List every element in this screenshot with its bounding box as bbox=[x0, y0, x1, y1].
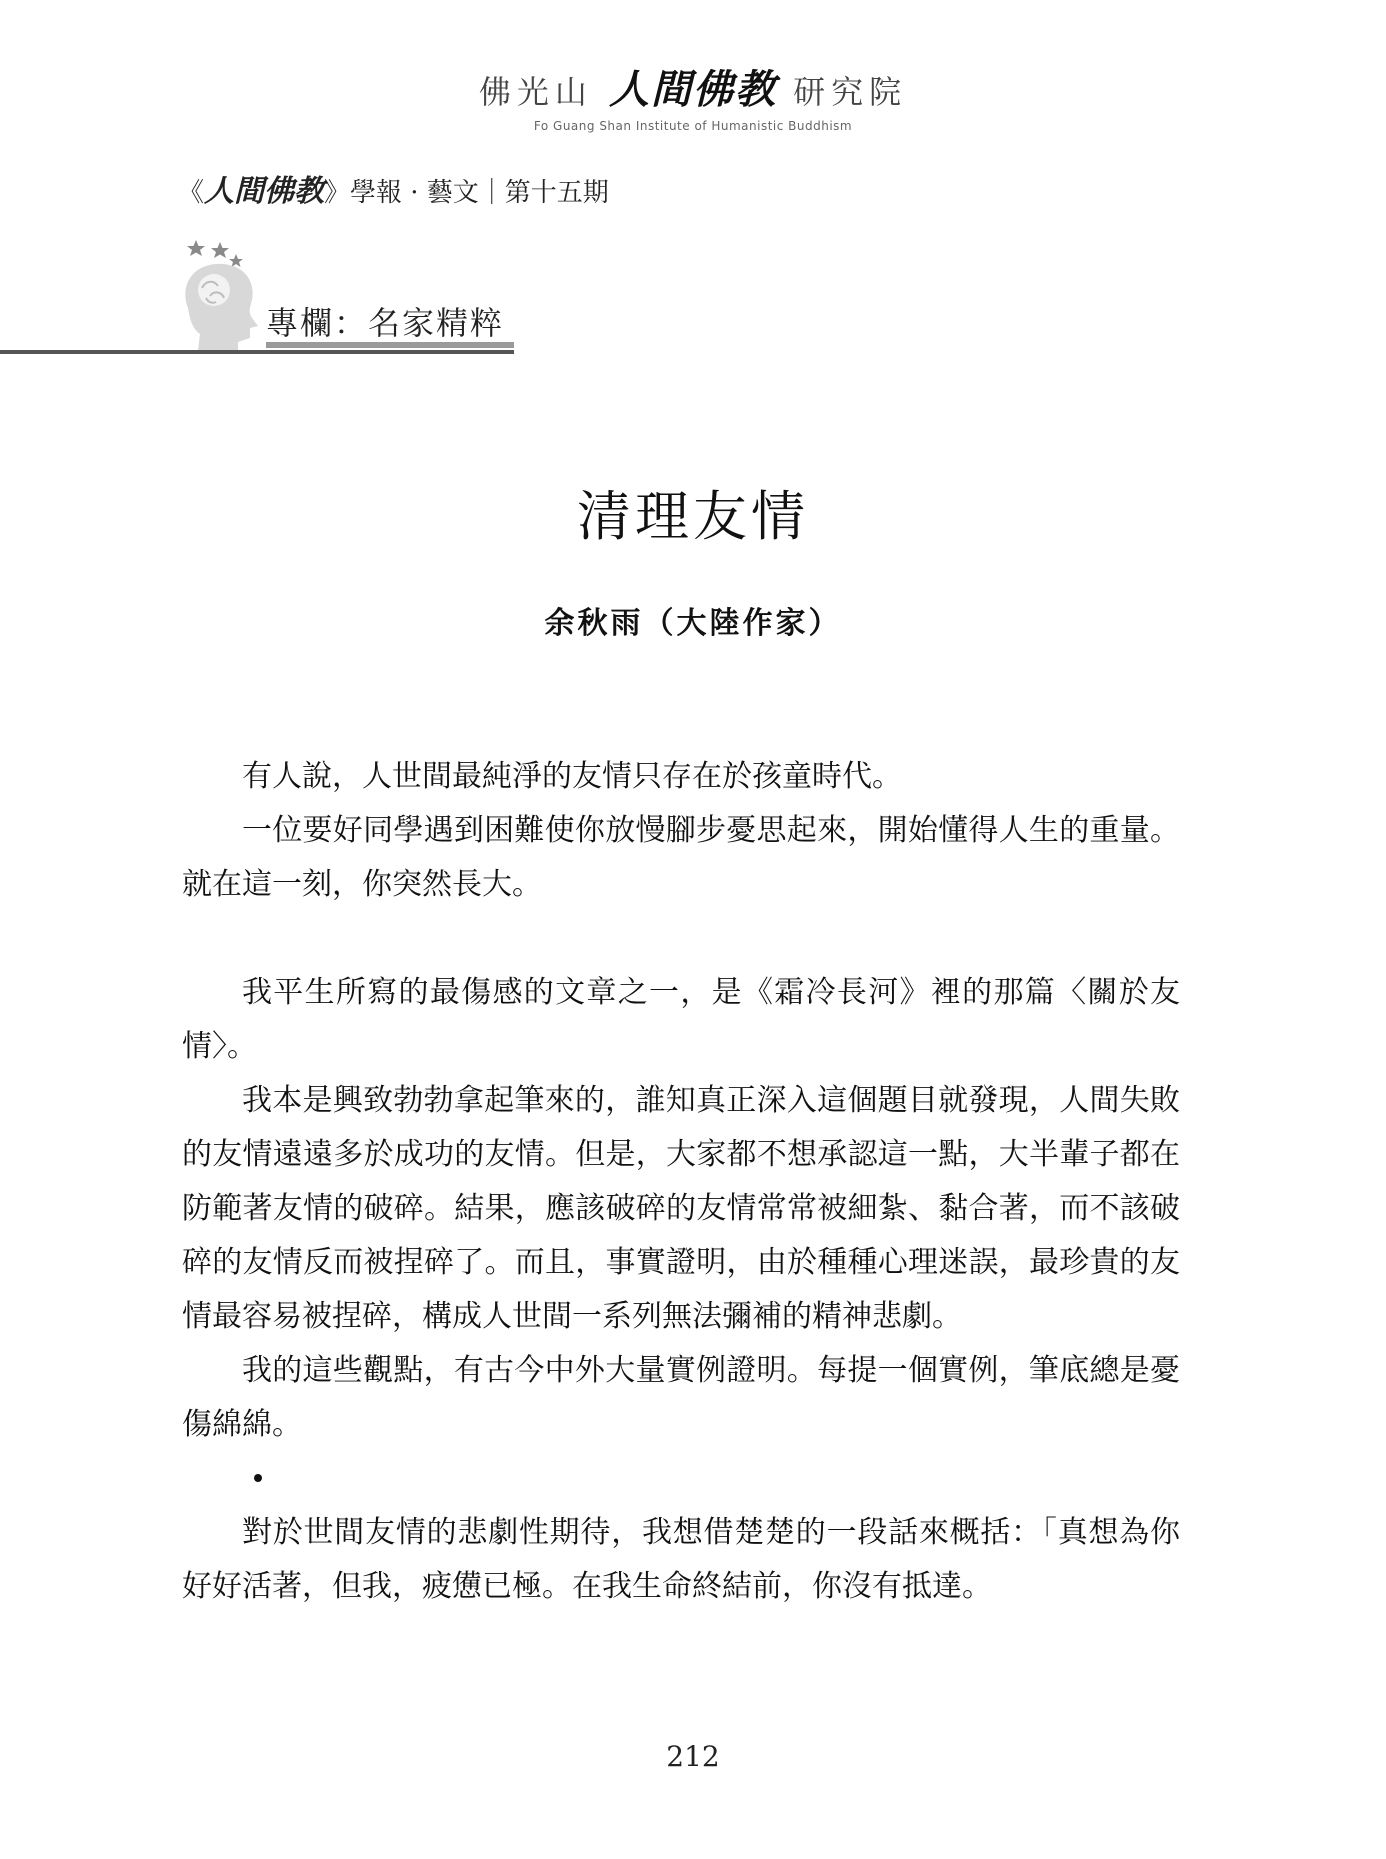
article-author: 余秋雨（大陸作家） bbox=[544, 606, 842, 641]
institute-english-name: Fo Guang Shan Institute of Humanistic Buddhism bbox=[533, 119, 853, 133]
institute-brand-logo: 人間佛教 bbox=[609, 66, 777, 113]
section-gap bbox=[182, 912, 1180, 966]
article-title: 清理友情 bbox=[577, 485, 809, 548]
paragraph: 對於世間友情的悲劇性期待，我想借楚楚的一段話來概括：「真想為你好好活著，但我，疲憊已極。在我生命終結前，你沒有抵達。 bbox=[182, 1515, 1180, 1604]
bullet-dot bbox=[254, 1474, 262, 1482]
article-body bbox=[182, 750, 1180, 1614]
paragraph: 我平生所寫的最傷感的文章之一，是《霜冷長河》裡的那篇〈關於友情〉。 bbox=[182, 975, 1180, 1064]
institute-name-prefix: 佛光山 bbox=[478, 73, 593, 111]
column-header bbox=[0, 238, 514, 358]
page-number: 212 bbox=[666, 1740, 720, 1773]
paragraph: 我本是興致勃勃拿起筆來的，誰知真正深入這個題目就發現，人間失敗的友情遠遠多於成功的友情。但是，大家都不想承認這一點，大半輩子都在防範著友情的破碎。結果，應該破碎的友情常常被細紮、黏合著，而不該破碎的友情反而被捏碎了。而且，事實證明，由於種種心理迷誤，最珍貴的友情最容易被捏碎，構成人世間一系列無法彌補的精神悲劇。 bbox=[182, 1083, 1180, 1334]
journal-running-header bbox=[178, 166, 609, 210]
journal-brand: 人間佛教 bbox=[204, 174, 325, 209]
journal-open-quote: 《 bbox=[178, 178, 205, 208]
column-title: 專欄：名家精粹 bbox=[266, 304, 505, 342]
paragraph: 一位要好同學遇到困難使你放慢腳步憂思起來，開始懂得人生的重量。就在這一刻，你突然長大。 bbox=[182, 813, 1180, 902]
section-bullet bbox=[182, 1452, 1180, 1506]
paragraph: 我的這些觀點，有古今中外大量實例證明。每提一個實例，筆底總是憂傷綿綿。 bbox=[182, 1353, 1180, 1442]
column-title-underline bbox=[266, 342, 514, 348]
paragraph: 有人說，人世間最純淨的友情只存在於孩童時代。 bbox=[242, 759, 902, 794]
institute-header bbox=[0, 58, 1386, 133]
column-divider bbox=[0, 350, 514, 354]
head-with-stars-icon bbox=[178, 238, 268, 350]
institute-name bbox=[0, 58, 1386, 115]
journal-issue: 》學報 · 藝文｜第十五期 bbox=[324, 178, 609, 208]
institute-name-suffix: 研究院 bbox=[793, 73, 908, 111]
